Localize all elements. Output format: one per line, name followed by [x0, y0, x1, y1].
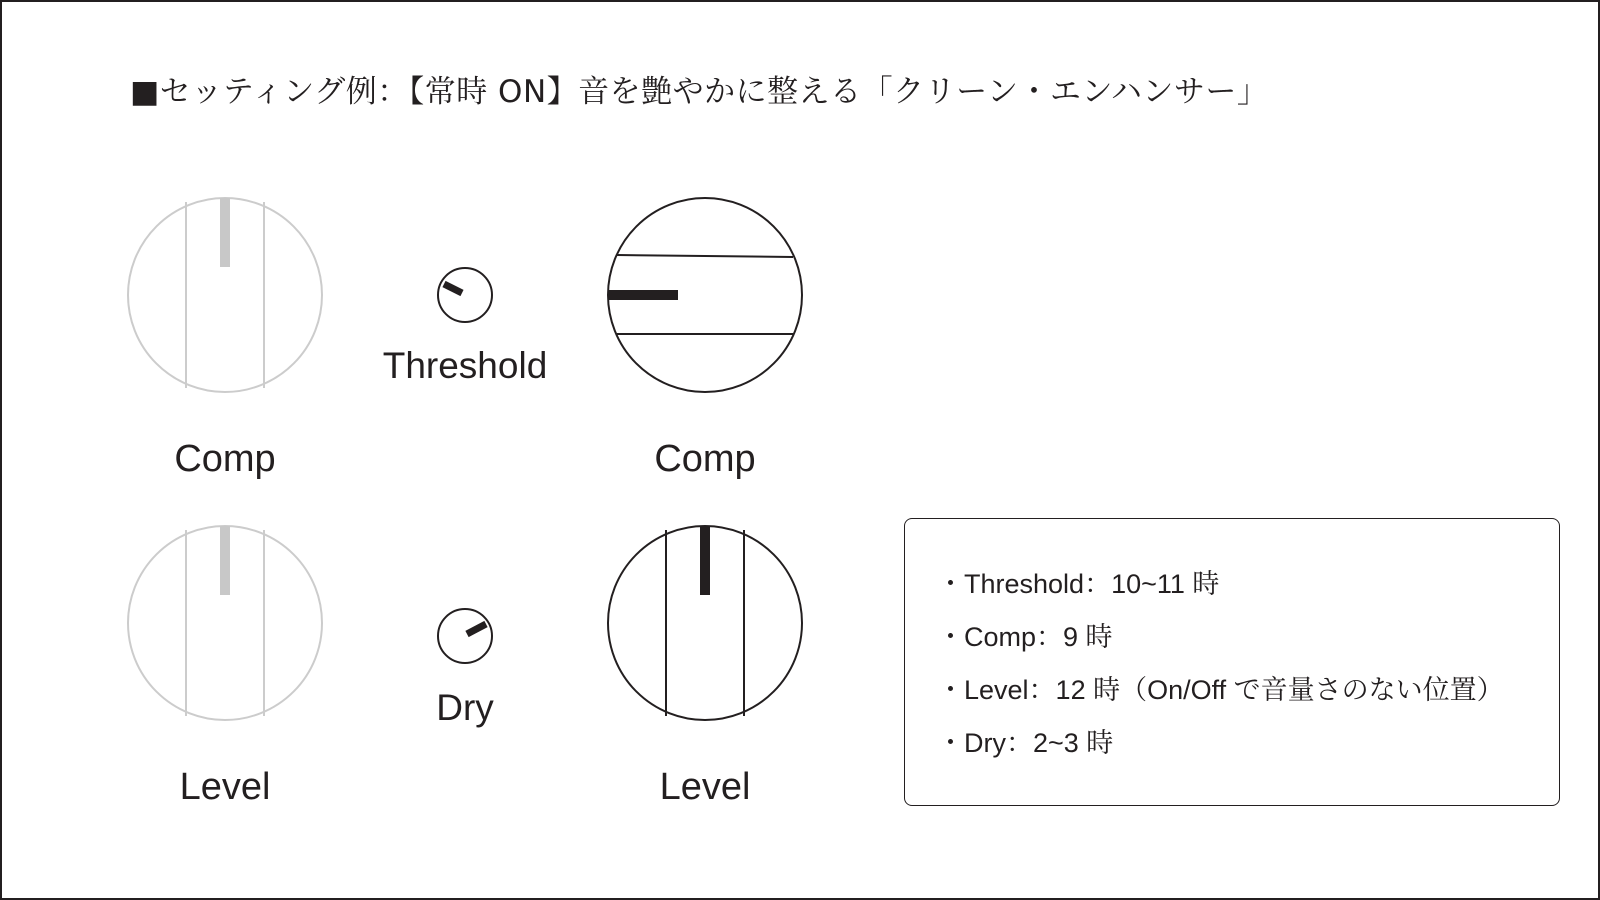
knob-label-comp-inactive: Comp — [174, 438, 276, 480]
note-dry: ・Dry：2~3 時 — [937, 728, 1114, 758]
level-knob-inactive — [128, 526, 322, 808]
comp-knob — [608, 198, 802, 480]
knob-body — [438, 268, 492, 322]
knob-label-level-inactive: Level — [179, 766, 271, 808]
level-knob — [608, 526, 802, 808]
knob-pointer — [444, 284, 462, 293]
page-title: ■セッティング例：【常時 ON】音を艶やかに整える「クリーン・エンハンサー」 — [130, 74, 1269, 110]
knob-label-dry: Dry — [436, 687, 494, 728]
knob-label-threshold: Threshold — [382, 345, 548, 386]
comp-knob-inactive — [128, 198, 322, 480]
knob-pointer — [467, 624, 486, 634]
note-comp: ・Comp：9 時 — [937, 622, 1113, 652]
note-threshold: ・Threshold：10~11 時 — [937, 569, 1220, 599]
knob-grip-line — [617, 255, 793, 257]
dry-knob — [436, 609, 494, 728]
threshold-knob — [383, 268, 548, 386]
knob-label-comp: Comp — [654, 438, 756, 480]
knob-body — [438, 609, 492, 663]
knob-label-level: Level — [659, 766, 751, 808]
note-level: ・Level：12 時（On/Off で音量さのない位置） — [937, 675, 1504, 705]
settings-notes-box — [904, 518, 1560, 806]
